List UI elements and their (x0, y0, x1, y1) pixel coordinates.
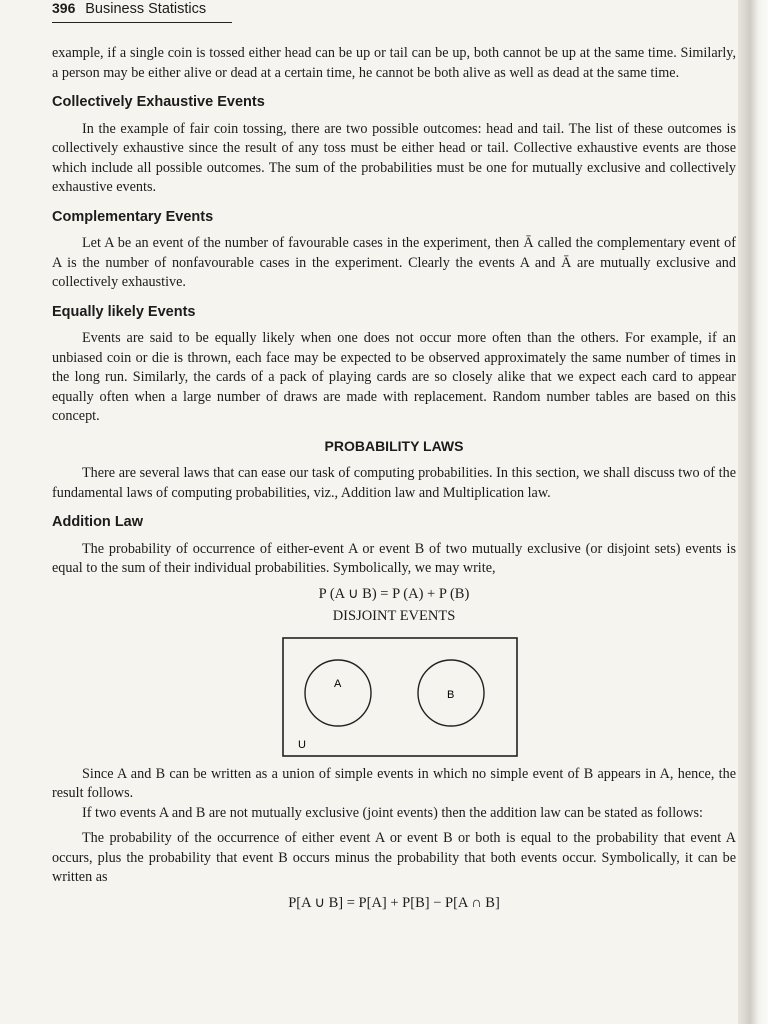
label-universe: U (298, 738, 306, 751)
paragraph-since: Since A and B can be written as a union of simple events in which no simple event of B appears in A, hence, the result follows. (52, 765, 736, 801)
heading-equally-likely: Equally likely Events (52, 303, 196, 320)
running-header (52, 0, 232, 23)
paragraph-probability-laws: There are several laws that can ease our task of computing probabilities. In this section, we shall discuss two of the fundamental laws of computing probabilities, viz., Addition law and Multiplication law. (52, 465, 736, 501)
heading-collectively-exhaustive: Collectively Exhaustive Events (52, 94, 265, 110)
book-title: Business Statistics (85, 1, 207, 17)
label-a: A (334, 677, 342, 690)
venn-diagram (52, 637, 736, 757)
formula-joint: P[A ∪ B] = P[A] + P[B] − P[A ∩ B] (288, 894, 500, 911)
paragraph-joint-events: If two events A and B are not mutually exclusive (joint events) then the addition law can be stated as follows: (82, 804, 703, 821)
formula-disjoint: P (A ∪ B) = P (A) + P (B) (318, 585, 470, 602)
heading-probability-laws: PROBABILITY LAWS (324, 437, 464, 454)
paragraph-collectively-exhaustive: In the example of fair coin tossing, there are two possible outcomes: head and tail. The list of these outcomes is collectively exhaustive since the result of any toss must be either head or tail. Collective exhaustive events are those which include all possible outcomes. The sum of the probabilities must be one for mutually exclusive and collectively exhaustive events. (52, 120, 736, 195)
label-b: B (447, 688, 455, 701)
page-edge (738, 0, 768, 1024)
paragraph-equally-likely: Events are said to be equally likely when one does not occur more often than the others. For example, if an unbiased coin or die is thrown, each face may be expected to be observed approximately the same number of times in the long run. Similarly, the cards of a pack of playing cards are so closely alike that we expect each card to appear equally often when a large number of draws are made with replacement. Random number tables are based on this concept. (52, 330, 736, 424)
circle-a (305, 660, 371, 726)
paragraph-addition-law: The probability of occurrence of either-event A or event B of two mutually exclusive (or disjoint sets) events is equal to the sum of their individual probabilities. Symbolically, we may write, (52, 540, 736, 576)
paragraph-complementary: Let A be an event of the number of favourable cases in the experiment, then Ā called the complementary event of A is the number of nonfavourable cases in the experiment. Clearly the events A and Ā are mutually exclusive and collectively exhaustive. (52, 235, 736, 290)
paragraph-joint-probability: The probability of the occurrence of either event A or event B or both is equal to the probability that event A occurs, plus the probability that event B occurs minus the probability that both events occur. Symbolically, it can be written as (52, 830, 736, 885)
figure-title: DISJOINT EVENTS (332, 608, 456, 624)
universe-rectangle (283, 638, 517, 756)
intro-paragraph: example, if a single coin is tossed either head can be up or tail can be up, both cannot be up at the same time. Similarly, a person may be either alive or dead at a certain time, he cannot be both alive as well as dead at the same time. (52, 45, 736, 81)
page-content (52, 44, 736, 916)
heading-complementary: Complementary Events (52, 208, 214, 225)
heading-addition-law: Addition Law (52, 514, 144, 530)
page-number: 396 (52, 0, 76, 16)
